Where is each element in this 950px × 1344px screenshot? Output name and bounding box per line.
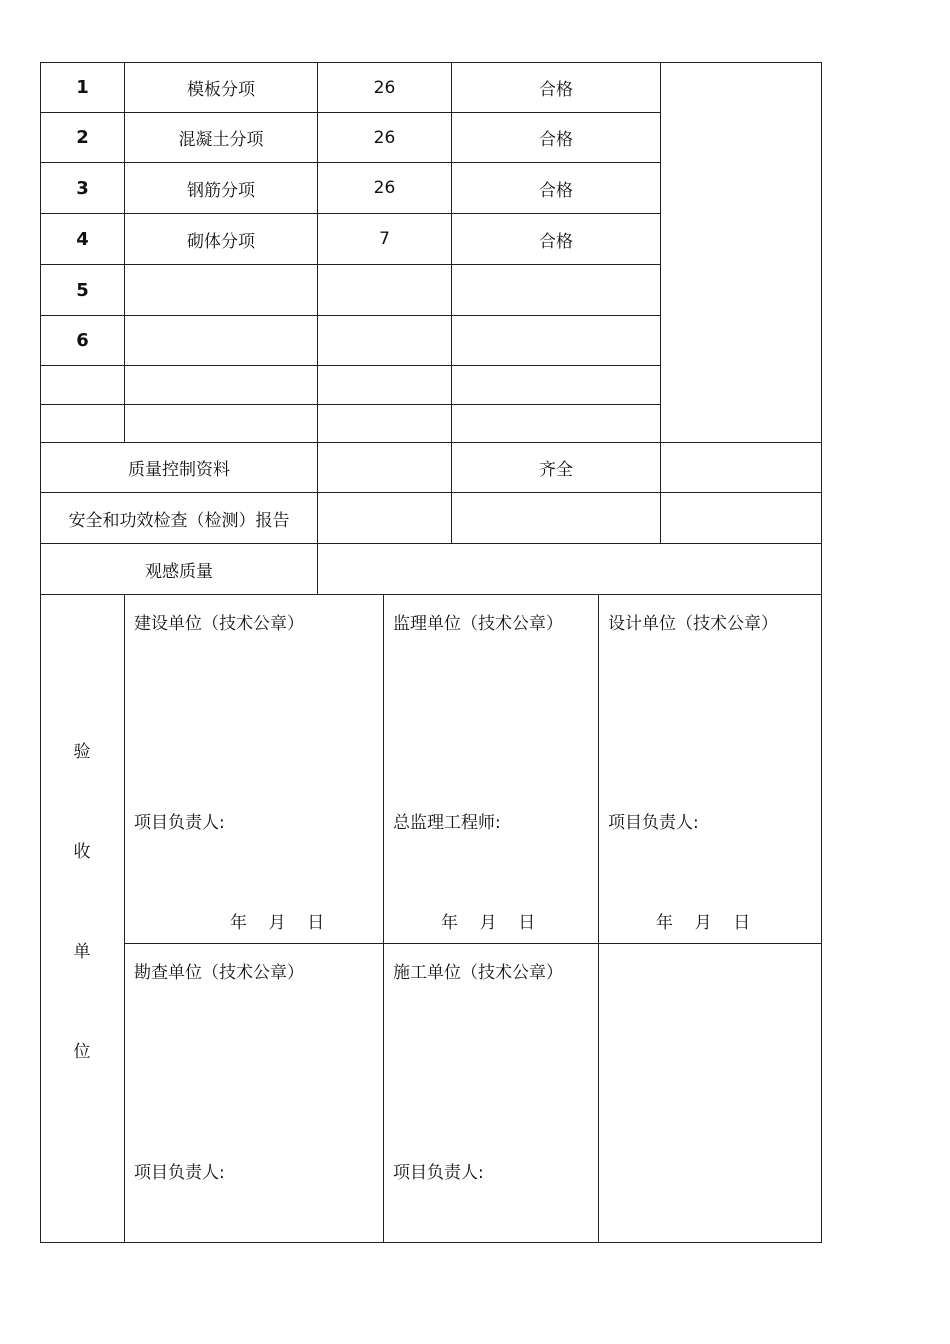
quality-control-result: 齐全: [451, 442, 661, 493]
row-number: 1: [40, 62, 125, 113]
design-unit-person: 项目负责人:: [608, 813, 699, 833]
row-number: 3: [40, 162, 125, 214]
empty-cell: [451, 404, 661, 443]
safety-report-label: 安全和功效检查（检测）报告: [40, 492, 318, 544]
empty-cell: [451, 365, 661, 405]
empty-cell: [124, 365, 318, 405]
item-count: 26: [317, 112, 452, 163]
supervision-unit-date: 年 月 日: [441, 913, 536, 933]
item-name: [124, 264, 318, 316]
item-name: 钢筋分项: [124, 162, 318, 214]
construction-unit-date: 年 月 日: [230, 913, 325, 933]
design-unit-title: 设计单位（技术公章）: [608, 614, 778, 634]
row-number: 5: [40, 264, 125, 316]
item-result: 合格: [451, 112, 661, 163]
quality-control-label: 质量控制资料: [40, 442, 318, 493]
item-count: 7: [317, 213, 452, 265]
item-count: 26: [317, 62, 452, 113]
construction-unit-person: 项目负责人:: [134, 813, 225, 833]
acceptance-side-char: 收: [73, 842, 91, 862]
empty-cell: [660, 442, 822, 493]
empty-cell: [317, 492, 452, 544]
item-name: 混凝土分项: [124, 112, 318, 163]
design-unit-cell: [598, 594, 822, 944]
empty-cell: [451, 492, 661, 544]
acceptance-side-char: 验: [73, 742, 91, 762]
empty-cell: [317, 404, 452, 443]
survey-unit-title: 勘查单位（技术公章）: [134, 963, 304, 983]
survey-unit-person: 项目负责人:: [134, 1163, 225, 1183]
design-unit-date: 年 月 日: [656, 913, 751, 933]
row-number: 6: [40, 315, 125, 366]
acceptance-side-char: 位: [73, 1042, 91, 1062]
merged-remarks-cell: [660, 62, 822, 443]
empty-cell: [660, 492, 822, 544]
item-result: 合格: [451, 62, 661, 113]
acceptance-form-table: [40, 62, 822, 1243]
supervision-unit-title: 监理单位（技术公章）: [393, 614, 563, 634]
construction-unit-cell: [124, 594, 384, 944]
row-number: 4: [40, 213, 125, 265]
acceptance-side-cell: [40, 594, 125, 1243]
item-result: [451, 264, 661, 316]
item-name: 砌体分项: [124, 213, 318, 265]
empty-cell: [40, 404, 125, 443]
item-name: 模板分项: [124, 62, 318, 113]
empty-cell: [124, 404, 318, 443]
item-result: 合格: [451, 162, 661, 214]
item-count: 26: [317, 162, 452, 214]
item-count: [317, 315, 452, 366]
survey-unit-cell: [124, 943, 384, 1243]
supervision-unit-cell: [383, 594, 599, 944]
item-count: [317, 264, 452, 316]
construction-unit-title: 建设单位（技术公章）: [134, 614, 304, 634]
appearance-label: 观感质量: [40, 543, 318, 595]
row-number: 2: [40, 112, 125, 163]
appearance-value: [317, 543, 822, 595]
builder-unit-cell: [383, 943, 599, 1243]
empty-cell: [317, 365, 452, 405]
item-name: [124, 315, 318, 366]
empty-cell: [317, 442, 452, 493]
item-result: [451, 315, 661, 366]
item-result: 合格: [451, 213, 661, 265]
builder-unit-person: 项目负责人:: [393, 1163, 484, 1183]
empty-cell: [40, 365, 125, 405]
empty-cell: [598, 943, 822, 1243]
acceptance-side-char: 单: [73, 942, 91, 962]
supervision-unit-person: 总监理工程师:: [393, 813, 501, 833]
builder-unit-title: 施工单位（技术公章）: [393, 963, 563, 983]
